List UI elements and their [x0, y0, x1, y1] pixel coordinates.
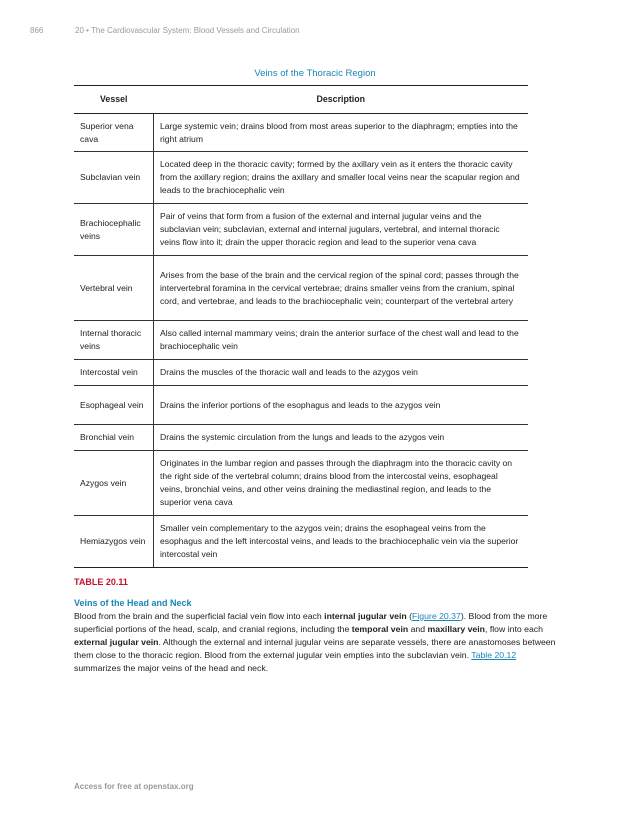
table-row	[74, 451, 528, 516]
vessel-cell: Azygos vein	[74, 451, 154, 516]
text-run: Blood from the brain and the superficial facial vein flow into each	[74, 611, 325, 621]
table-row	[74, 114, 528, 152]
description-cell: Located deep in the thoracic cavity; formed by the axillary vein as it enters the thoracic cavity from the axillary region; drains the axillary and smaller local veins near the scapular region and leads to the brachiocephalic vein	[154, 152, 529, 204]
table-row	[74, 152, 528, 204]
vessel-cell: Intercostal vein	[74, 360, 154, 386]
vessel-cell: Bronchial vein	[74, 425, 154, 451]
description-cell: Smaller vein complementary to the azygos vein; drains the esophageal veins from the esophagus and the left intercostal veins, and leads to the brachiocephalic vein via the superior intercostal vein	[154, 516, 529, 568]
table-title: Veins of the Thoracic Region	[254, 68, 376, 79]
vessel-cell: Esophageal vein	[74, 386, 154, 425]
vessel-cell: Internal thoracic veins	[74, 321, 154, 360]
table-row	[74, 204, 528, 256]
table-row	[74, 360, 528, 386]
column-header-description: Description	[154, 86, 529, 114]
table-row	[74, 256, 528, 321]
key-term: temporal vein	[351, 624, 409, 634]
table-row	[74, 425, 528, 451]
figure-link[interactable]: Figure 20.37	[412, 611, 461, 621]
table-row	[74, 386, 528, 425]
vessel-cell: Vertebral vein	[74, 256, 154, 321]
text-run: . Although the external and internal jugular veins are separate vessels, there are anastomoses between them close to the thoracic region. Blood from the external jugular vein empties into the subclavian vein.	[74, 637, 556, 660]
description-cell: Drains the muscles of the thoracic wall and leads to the azygos vein	[154, 360, 529, 386]
table-label: TABLE 20.11	[74, 577, 128, 587]
table-row	[74, 516, 528, 568]
veins-table	[74, 85, 528, 568]
vessel-cell: Subclavian vein	[74, 152, 154, 204]
key-term: external jugular vein	[74, 637, 159, 647]
vessel-cell: Brachiocephalic veins	[74, 204, 154, 256]
description-cell: Drains the systemic circulation from the lungs and leads to the azygos vein	[154, 425, 529, 451]
page-number: 866	[30, 26, 44, 35]
vessel-cell: Superior vena cava	[74, 114, 154, 152]
text-run: summarizes the major veins of the head and neck.	[74, 663, 269, 673]
text-run: ). Blood from the more superficial portions of the head, scalp, and cranial regions, including the	[74, 611, 548, 634]
table-header-row	[74, 86, 528, 114]
description-cell: Pair of veins that form from a fusion of the external and internal jugular veins and the subclavian vein; subclavian, external and internal jugulars, vertebral, and internal thoracic veins flow into it; drain the upper thoracic region and lead to the superior vena cava	[154, 204, 529, 256]
description-cell: Large systemic vein; drains blood from most areas superior to the diaphragm; empties into the right atrium	[154, 114, 529, 152]
key-term: internal jugular vein	[324, 611, 407, 621]
description-cell: Arises from the base of the brain and the cervical region of the spinal cord; passes through the intervertebral foramina in the cervical vertebrae; drains smaller veins from the cranium, spinal cord, and vertebrae, and leads to the brachiocephalic vein; counterpart of the vertebral artery	[154, 256, 529, 321]
text-run: and	[408, 624, 428, 634]
running-header	[30, 26, 300, 35]
description-cell: Originates in the lumbar region and passes through the diaphragm into the thoracic cavity on the right side of the vertebral column; drains blood from the intercostal veins, esophageal veins, bronchial veins, and other veins draining the mediastinal region, and leads to the superior vena cava	[154, 451, 529, 516]
footer-text: Access for free at openstax.org	[74, 782, 194, 791]
chapter-title: 20 • The Cardiovascular System: Blood Vessels and Circulation	[75, 26, 300, 35]
key-term: maxillary vein	[427, 624, 485, 634]
description-cell: Drains the inferior portions of the esophagus and leads to the azygos vein	[154, 386, 529, 425]
vessel-cell: Hemiazygos vein	[74, 516, 154, 568]
text-run: (	[406, 611, 413, 621]
table-row	[74, 321, 528, 360]
description-cell: Also called internal mammary veins; drain the anterior surface of the chest wall and lead to the brachiocephalic vein	[154, 321, 529, 360]
text-run: , flow into each	[485, 624, 543, 634]
body-paragraph	[74, 610, 558, 675]
section-heading: Veins of the Head and Neck	[74, 598, 192, 608]
table-link[interactable]: Table 20.12	[471, 650, 517, 660]
column-header-vessel: Vessel	[74, 86, 154, 114]
